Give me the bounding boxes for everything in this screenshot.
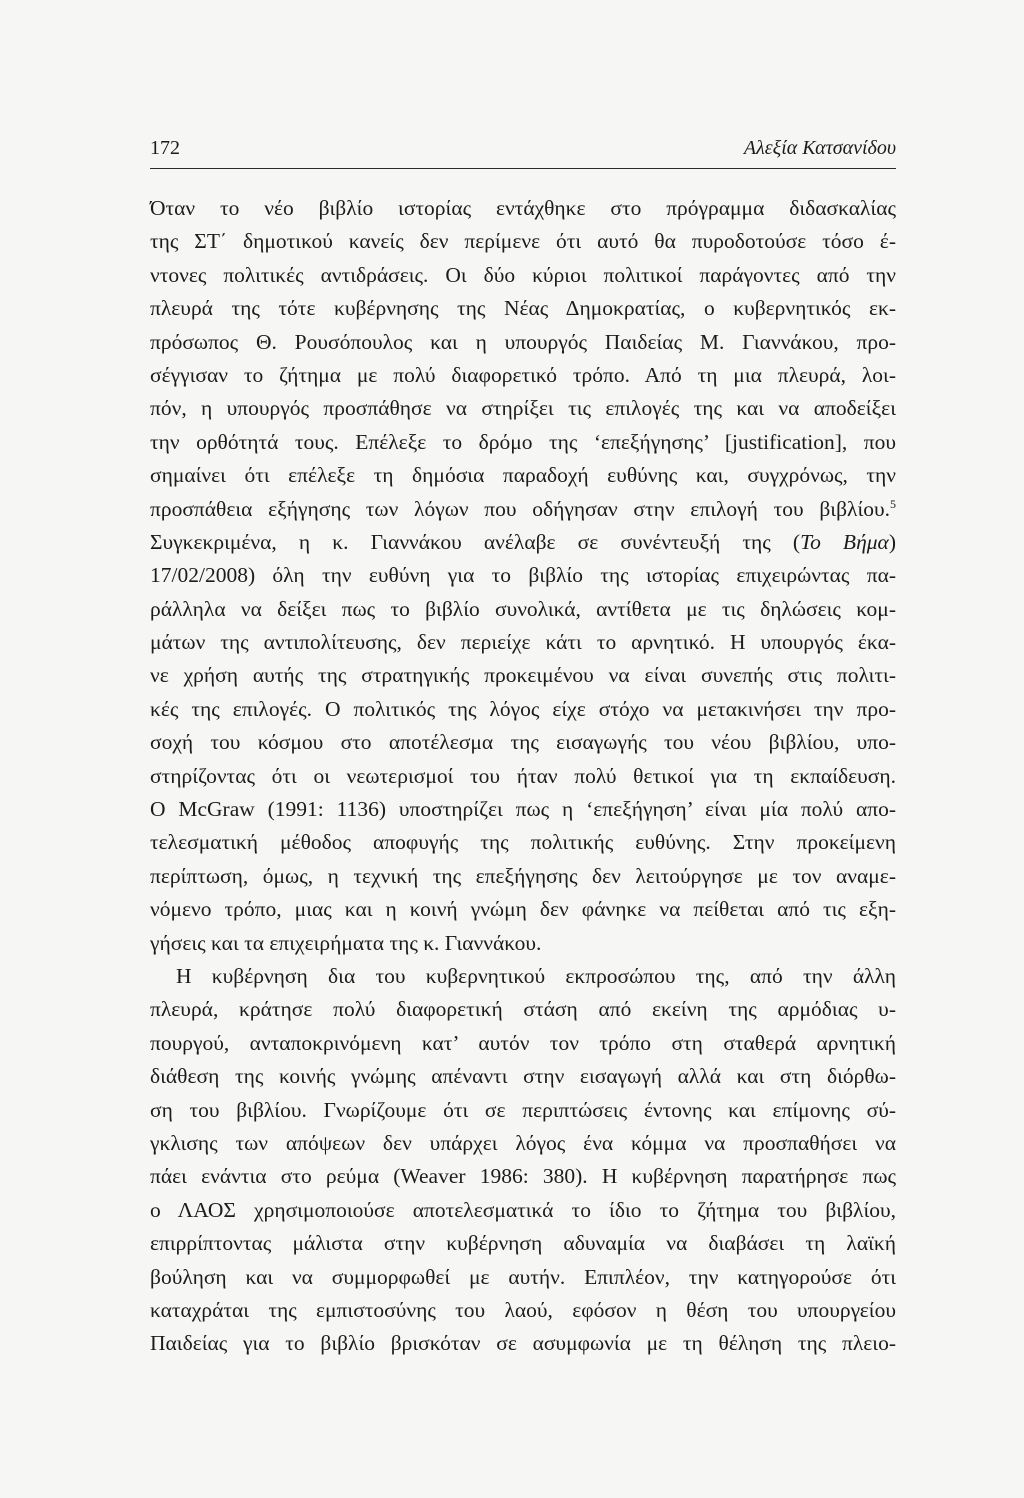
- body-text: [150, 192, 896, 1361]
- text-line: ντονες πολιτικές αντιδράσεις. Οι δύο κύριοι πολιτικοί παράγοντες από την: [150, 262, 896, 287]
- text-line-content: Συγκεκριμένα, η κ. Γιαννάκου ανέλαβε σε συνέντευξή της (: [150, 529, 801, 554]
- running-title: Αλεξία Κατσανίδου: [743, 137, 896, 159]
- text-line: της ΣΤ΄ δημοτικού κανείς δεν περίμενε ότι αυτό θα πυροδοτούσε τόσο έ-: [150, 229, 896, 254]
- text-line: γκλισης των απόψεων δεν υπάρχει λόγος ένα κόμμα να προσπαθήσει να: [150, 1130, 896, 1155]
- text-line: τελεσματική μέθοδος αποφυγής της πολιτικής ευθύνης. Στην προκείμενη: [150, 830, 896, 855]
- text-line: ο ΛΑΟΣ χρησιμοποιούσε αποτελεσματικά το ίδιο το ζήτημα του βιβλίου,: [150, 1197, 896, 1222]
- text-line: σημαίνει ότι επέλεξε τη δημόσια παραδοχή ευθύνης και, συγχρόνως, την: [150, 463, 896, 488]
- text-line: μάτων της αντιπολίτευσης, δεν περιείχε κάτι το αρνητικό. Η υπουργός έκα-: [150, 630, 896, 655]
- text-line-with-footnote: [150, 493, 896, 526]
- text-line: Παιδείας για το βιβλίο βρισκόταν σε ασυμφωνία με τη θέληση της πλειο-: [150, 1331, 896, 1356]
- text-line: επιρρίπτοντας μάλιστα στην κυβέρνηση αδυναμία να διαβάσει τη λαϊκή: [150, 1231, 896, 1256]
- text-line-content: προσπάθεια εξήγησης των λόγων που οδήγησαν στην επιλογή του βιβλίου.: [150, 496, 890, 521]
- text-line: ράλληλα να δείξει πως το βιβλίο συνολικά, αντίθετα με τις δηλώσεις κομ-: [150, 596, 896, 621]
- text-line: στηρίζοντας ότι οι νεωτερισμοί του ήταν πολύ θετικοί για τη εκπαίδευση.: [150, 763, 896, 788]
- text-line: βούληση και να συμμορφωθεί με αυτήν. Επιπλέον, την κατηγορούσε ότι: [150, 1264, 896, 1289]
- text-line: Όταν το νέο βιβλίο ιστορίας εντάχθηκε στο πρόγραμμα διδασκαλίας: [150, 196, 896, 220]
- footnote-marker: 5: [890, 496, 896, 511]
- text-line: 17/02/2008) όλη την ευθύνη για το βιβλίο της ιστορίας επιχειρώντας πα-: [150, 563, 896, 588]
- text-line: νε χρήση αυτής της στρατηγικής προκειμένου να είναι συνεπής στις πολιτι-: [150, 663, 896, 688]
- text-line: σέγγισαν το ζήτημα με πολύ διαφορετικό τρόπο. Από τη μια πλευρά, λοι-: [150, 362, 896, 387]
- text-line: νόμενο τρόπο, μιας και η κοινή γνώμη δεν φάνηκε να πείθεται από τις εξη-: [150, 897, 896, 922]
- text-line: γήσεις και τα επιχειρήματα της κ. Γιαννάκου.: [150, 930, 542, 955]
- text-line: Ο McGraw (1991: 1136) υποστηρίζει πως η ‘επεξήγηση’ είναι μία πολύ απο-: [150, 797, 896, 822]
- newspaper-title: Το Βήμα: [800, 529, 889, 554]
- text-line: περίπτωση, όμως, η τεχνική της επεξήγησης δεν λειτούργησε με τον αναμε-: [150, 863, 896, 888]
- text-line: ση του βιβλίου. Γνωρίζουμε ότι σε περιπτώσεις έντονης και επίμονης σύ-: [150, 1097, 896, 1122]
- text-line: πουργού, ανταποκρινόμενη κατ’ αυτόν τον τρόπο στη σταθερά αρνητική: [150, 1030, 896, 1055]
- text-line: Η κυβέρνηση δια του κυβερνητικού εκπροσώπου της, από την άλλη: [176, 963, 896, 988]
- page-number: 172: [150, 137, 180, 159]
- text-line: πλευρά, κράτησε πολύ διαφορετική στάση από εκείνη της αρμόδιας υ-: [150, 997, 896, 1022]
- text-line: σοχή του κόσμου στο αποτέλεσμα της εισαγωγής του νέου βιβλίου, υπο-: [150, 730, 896, 755]
- text-line: πόν, η υπουργός προσπάθησε να στηρίξει τις επιλογές της και να αποδείξει: [150, 396, 896, 421]
- text-line: καταχράται της εμπιστοσύνης του λαού, εφόσον η θέση του υπουργείου: [150, 1297, 896, 1322]
- text-line: διάθεση της κοινής γνώμης απέναντι στην εισαγωγή αλλά και στη διόρθω-: [150, 1064, 896, 1089]
- text-line: πάει ενάντια στο ρεύμα (Weaver 1986: 380). Η κυβέρνηση παρατήρησε πως: [150, 1164, 896, 1189]
- text-line-with-citation: Συγκεκριμένα, η κ. Γιαννάκου ανέλαβε σε συνέντευξή της (Το Βήμα): [150, 529, 896, 554]
- text-line: πλευρά της τότε κυβέρνησης της Νέας Δημοκρατίας, ο κυβερνητικός εκ-: [150, 296, 896, 321]
- page-header: [150, 136, 896, 169]
- text-line: κές της επιλογές. Ο πολιτικός της λόγος είχε στόχο να μετακινήσει την προ-: [150, 696, 896, 721]
- text-line: την ορθότητά τους. Επέλεξε το δρόμο της ‘επεξήγησης’ [justification], που: [150, 429, 896, 454]
- text-line: πρόσωπος Θ. Ρουσόπουλος και η υπουργός Παιδείας Μ. Γιαννάκου, προ-: [150, 329, 896, 354]
